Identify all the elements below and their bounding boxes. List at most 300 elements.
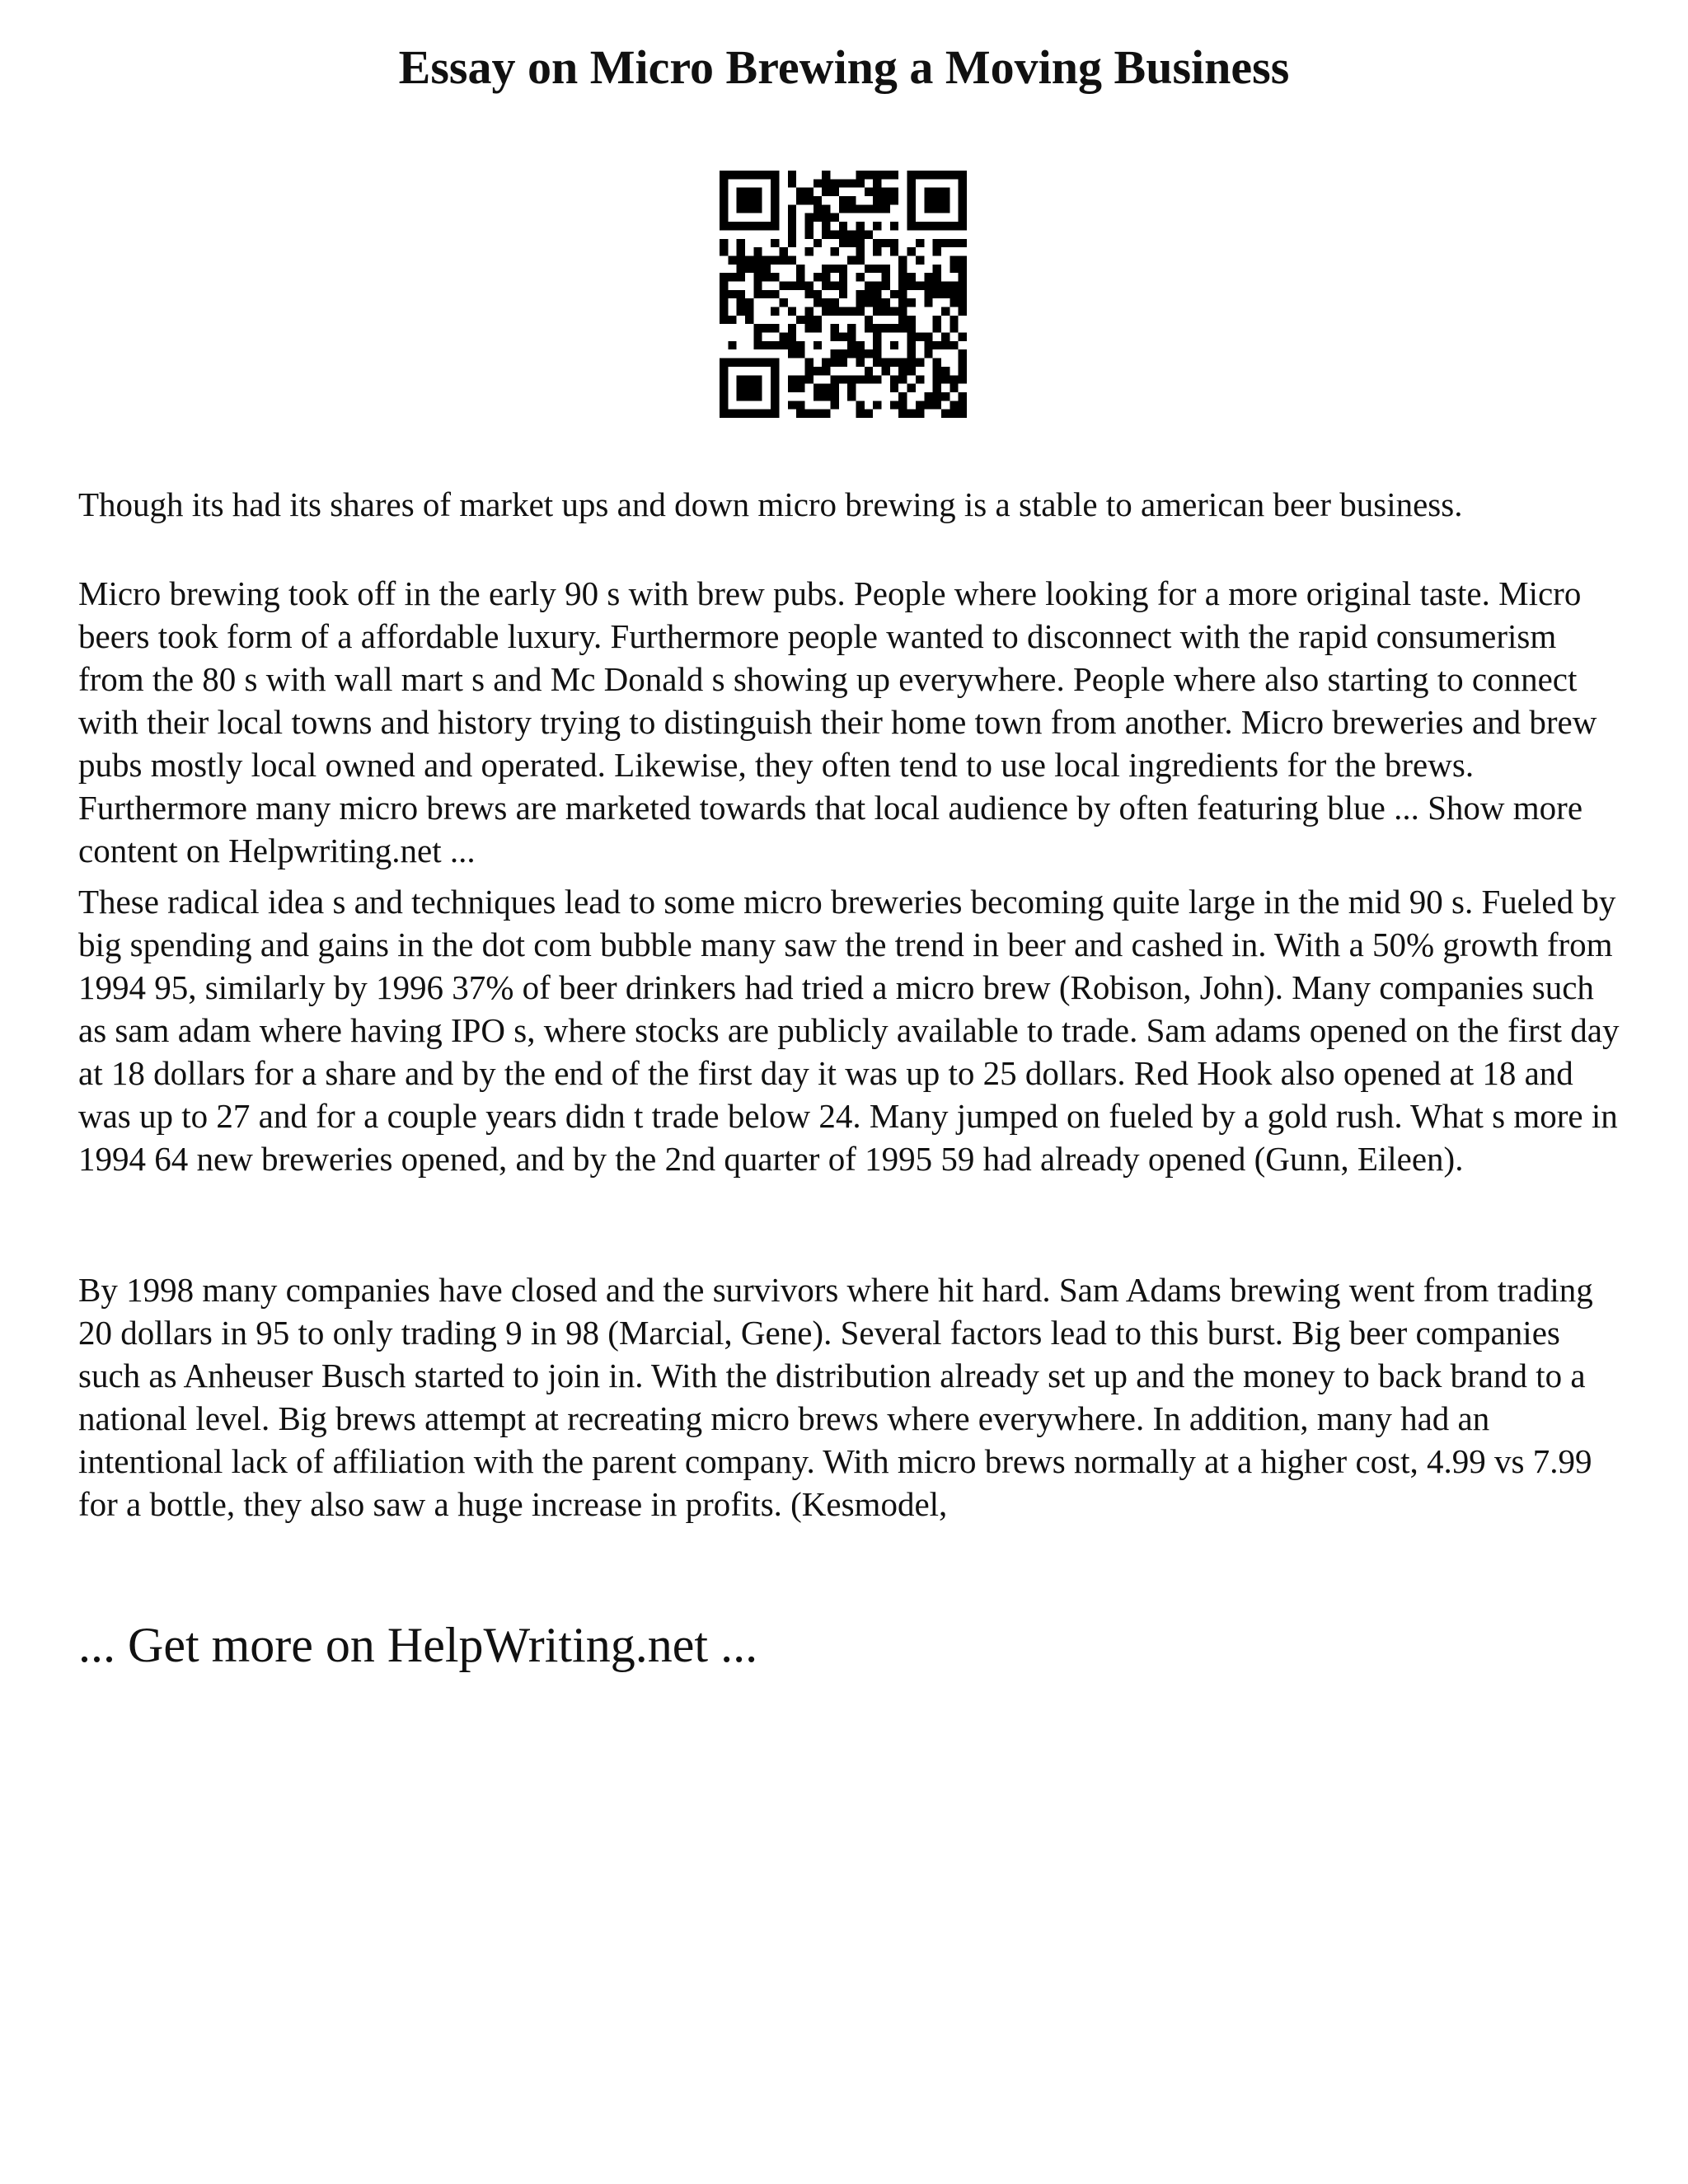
- qr-module: [753, 265, 762, 273]
- qr-module: [788, 179, 796, 187]
- qr-module: [847, 204, 856, 213]
- qr-module: [720, 196, 728, 204]
- qr-module: [788, 222, 796, 230]
- qr-module: [924, 204, 932, 213]
- qr-module: [890, 290, 898, 298]
- qr-module: [720, 410, 728, 418]
- qr-module: [959, 188, 967, 196]
- qr-module: [941, 188, 950, 196]
- qr-module: [907, 410, 916, 418]
- qr-module: [856, 230, 865, 238]
- qr-module: [720, 213, 728, 222]
- qr-module: [950, 171, 958, 179]
- qr-module: [839, 333, 847, 341]
- qr-module: [959, 273, 967, 281]
- qr-module: [882, 265, 890, 273]
- qr-module: [959, 171, 967, 179]
- qr-module: [941, 222, 950, 230]
- qr-module: [959, 239, 967, 247]
- qr-module: [720, 359, 728, 367]
- qr-module: [745, 171, 753, 179]
- qr-module: [796, 384, 804, 392]
- qr-module: [830, 265, 838, 273]
- qr-module: [762, 324, 771, 332]
- qr-module: [959, 392, 967, 401]
- qr-module: [839, 179, 847, 187]
- qr-module: [924, 341, 932, 349]
- qr-module: [882, 359, 890, 367]
- qr-module: [822, 298, 830, 307]
- qr-module: [753, 410, 762, 418]
- qr-module: [753, 359, 762, 367]
- qr-module: [898, 316, 907, 324]
- qr-module: [933, 290, 941, 298]
- qr-module: [882, 171, 890, 179]
- qr-module: [856, 247, 865, 255]
- qr-module: [916, 281, 924, 289]
- qr-module: [847, 375, 856, 383]
- qr-module: [933, 196, 941, 204]
- qr-module: [950, 324, 958, 332]
- qr-module: [814, 273, 822, 281]
- qr-module: [753, 255, 762, 264]
- qr-module: [882, 188, 890, 196]
- qr-module: [830, 324, 838, 332]
- qr-module: [941, 375, 950, 383]
- qr-module: [924, 392, 932, 401]
- qr-module: [907, 188, 916, 196]
- qr-module: [959, 290, 967, 298]
- qr-module: [950, 401, 958, 409]
- qr-module: [830, 188, 838, 196]
- qr-module: [873, 247, 881, 255]
- paragraph-intro: Though its had its shares of market ups and down micro brewing is a stable to american beer business.: [78, 485, 1463, 523]
- qr-module: [814, 196, 822, 204]
- qr-module: [898, 265, 907, 273]
- qr-module: [720, 222, 728, 230]
- qr-module: [737, 290, 745, 298]
- qr-module: [788, 307, 796, 316]
- qr-module: [737, 222, 745, 230]
- qr-module: [933, 188, 941, 196]
- qr-module: [941, 341, 950, 349]
- qr-module: [771, 367, 779, 375]
- qr-module: [873, 333, 881, 341]
- qr-module: [804, 359, 813, 367]
- qr-module: [804, 213, 813, 222]
- qr-module: [865, 281, 873, 289]
- qr-module: [898, 367, 907, 375]
- qr-module: [933, 265, 941, 273]
- qr-module: [941, 307, 950, 316]
- qr-module: [728, 316, 736, 324]
- qr-module: [950, 375, 958, 383]
- qr-module: [745, 384, 753, 392]
- qr-module: [830, 179, 838, 187]
- qr-module: [762, 410, 771, 418]
- qr-module: [873, 298, 881, 307]
- qr-module: [788, 384, 796, 392]
- qr-module: [950, 298, 958, 307]
- qr-module: [814, 239, 822, 247]
- qr-module: [737, 384, 745, 392]
- qr-module: [779, 333, 787, 341]
- qr-module: [788, 239, 796, 247]
- qr-module: [814, 213, 822, 222]
- qr-module: [728, 222, 736, 230]
- qr-module: [898, 307, 907, 316]
- qr-module: [865, 230, 873, 238]
- qr-module: [771, 375, 779, 383]
- qr-module: [924, 290, 932, 298]
- qr-module: [873, 239, 881, 247]
- qr-module: [720, 281, 728, 289]
- qr-module: [728, 410, 736, 418]
- qr-module: [753, 375, 762, 383]
- qr-module: [916, 255, 924, 264]
- qr-module: [865, 316, 873, 324]
- qr-module: [737, 265, 745, 273]
- qr-module: [796, 341, 804, 349]
- qr-module: [728, 359, 736, 367]
- qr-module: [745, 298, 753, 307]
- qr-module: [924, 188, 932, 196]
- qr-module: [950, 222, 958, 230]
- qr-module: [959, 196, 967, 204]
- qr-module: [873, 171, 881, 179]
- qr-module: [814, 324, 822, 332]
- qr-module: [745, 392, 753, 401]
- qr-module: [745, 188, 753, 196]
- qr-module: [762, 255, 771, 264]
- qr-module: [959, 367, 967, 375]
- qr-module: [898, 255, 907, 264]
- qr-module: [720, 367, 728, 375]
- qr-module: [856, 222, 865, 230]
- qr-module: [933, 171, 941, 179]
- qr-module: [804, 367, 813, 375]
- qr-module: [753, 188, 762, 196]
- qr-module: [830, 401, 838, 409]
- qr-module: [796, 410, 804, 418]
- qr-module: [890, 359, 898, 367]
- qr-module: [916, 401, 924, 409]
- qr-module: [762, 273, 771, 281]
- qr-module: [882, 196, 890, 204]
- qr-module: [839, 230, 847, 238]
- qr-module: [762, 222, 771, 230]
- qr-module: [882, 273, 890, 281]
- qr-module: [890, 375, 898, 383]
- qr-module: [822, 230, 830, 238]
- qr-module: [720, 375, 728, 383]
- qr-module: [720, 384, 728, 392]
- qr-module: [865, 298, 873, 307]
- qr-module: [814, 316, 822, 324]
- qr-module: [898, 324, 907, 332]
- qr-module: [771, 290, 779, 298]
- qr-module: [737, 239, 745, 247]
- qr-module: [890, 341, 898, 349]
- qr-module: [959, 333, 967, 341]
- qr-module: [933, 392, 941, 401]
- qr-module: [856, 239, 865, 247]
- qr-module: [830, 349, 838, 358]
- qr-module: [865, 375, 873, 383]
- qr-module: [830, 213, 838, 222]
- qr-module: [890, 384, 898, 392]
- qr-module: [745, 265, 753, 273]
- qr-module: [950, 410, 958, 418]
- qr-module: [830, 392, 838, 401]
- qr-module: [720, 273, 728, 281]
- qr-module: [907, 341, 916, 349]
- qr-module: [847, 239, 856, 247]
- qr-module: [898, 392, 907, 401]
- qr-module: [720, 179, 728, 187]
- qr-module: [856, 401, 865, 409]
- qr-module: [804, 410, 813, 418]
- qr-module: [788, 255, 796, 264]
- qr-module: [847, 333, 856, 341]
- qr-module: [839, 196, 847, 204]
- qr-module: [788, 401, 796, 409]
- qr-module: [856, 179, 865, 187]
- qr-module: [814, 298, 822, 307]
- qr-module: [728, 341, 736, 349]
- qr-module: [959, 298, 967, 307]
- qr-module: [814, 392, 822, 401]
- qr-module: [745, 204, 753, 213]
- qr-module: [916, 410, 924, 418]
- qr-module: [865, 410, 873, 418]
- qr-module: [959, 307, 967, 316]
- qr-module: [771, 213, 779, 222]
- qr-module: [830, 375, 838, 383]
- qr-module: [865, 265, 873, 273]
- qr-module: [745, 359, 753, 367]
- qr-module: [907, 349, 916, 358]
- qr-module: [753, 333, 762, 341]
- qr-module: [950, 290, 958, 298]
- qr-module: [873, 204, 881, 213]
- qr-module: [907, 213, 916, 222]
- qr-module: [753, 281, 762, 289]
- qr-module: [796, 316, 804, 324]
- qr-module: [720, 239, 728, 247]
- qr-module: [873, 222, 881, 230]
- qr-module: [822, 392, 830, 401]
- qr-module: [753, 171, 762, 179]
- qr-module: [959, 179, 967, 187]
- qr-module: [933, 384, 941, 392]
- qr-module: [924, 222, 932, 230]
- qr-module: [933, 401, 941, 409]
- get-more-link[interactable]: ... Get more on HelpWriting.net ...: [78, 1618, 758, 1672]
- qr-module: [847, 230, 856, 238]
- qr-module: [941, 204, 950, 213]
- qr-module: [873, 324, 881, 332]
- qr-module: [779, 255, 787, 264]
- qr-module: [822, 188, 830, 196]
- qr-module: [771, 171, 779, 179]
- qr-module: [753, 341, 762, 349]
- qr-module: [737, 410, 745, 418]
- qr-module: [830, 333, 838, 341]
- qr-module: [907, 324, 916, 332]
- qr-module: [737, 298, 745, 307]
- qr-module: [745, 196, 753, 204]
- qr-module: [933, 359, 941, 367]
- qr-module: [839, 273, 847, 281]
- qr-module: [788, 230, 796, 238]
- qr-module: [814, 367, 822, 375]
- qr-module: [873, 401, 881, 409]
- qr-module: [728, 290, 736, 298]
- qr-module: [830, 384, 838, 392]
- qr-module: [771, 255, 779, 264]
- qr-module: [762, 290, 771, 298]
- qr-module: [822, 213, 830, 222]
- qr-module: [796, 196, 804, 204]
- qr-module: [788, 324, 796, 332]
- qr-module: [720, 392, 728, 401]
- qr-module: [779, 341, 787, 349]
- qr-module: [822, 359, 830, 367]
- qr-module: [933, 341, 941, 349]
- qr-module: [856, 410, 865, 418]
- qr-module: [959, 204, 967, 213]
- qr-module: [890, 401, 898, 409]
- qr-module: [941, 333, 950, 341]
- qr-module: [924, 333, 932, 341]
- qr-module: [796, 281, 804, 289]
- qr-module: [788, 375, 796, 383]
- qr-module: [822, 179, 830, 187]
- qr-module: [720, 247, 728, 255]
- qr-module: [950, 316, 958, 324]
- qr-module: [771, 392, 779, 401]
- qr-module: [745, 307, 753, 316]
- qr-module: [959, 410, 967, 418]
- qr-module: [839, 222, 847, 230]
- qr-module: [865, 324, 873, 332]
- qr-module: [796, 265, 804, 273]
- qr-module: [830, 298, 838, 307]
- qr-module: [753, 384, 762, 392]
- qr-module: [950, 384, 958, 392]
- qr-module: [916, 375, 924, 383]
- qr-module: [890, 239, 898, 247]
- qr-module: [933, 375, 941, 383]
- qr-module: [941, 196, 950, 204]
- qr-module: [839, 307, 847, 316]
- qr-module: [959, 349, 967, 358]
- qr-module: [771, 222, 779, 230]
- qr-module: [856, 307, 865, 316]
- qr-module: [771, 341, 779, 349]
- qr-module: [941, 392, 950, 401]
- qr-code-icon[interactable]: [720, 171, 967, 418]
- qr-module: [771, 324, 779, 332]
- qr-module: [907, 273, 916, 281]
- qr-module: [907, 333, 916, 341]
- qr-module: [924, 273, 932, 281]
- qr-module: [830, 281, 838, 289]
- qr-module: [950, 239, 958, 247]
- qr-module: [822, 222, 830, 230]
- qr-module: [924, 349, 932, 358]
- qr-module: [771, 273, 779, 281]
- qr-module: [720, 188, 728, 196]
- qr-module: [882, 281, 890, 289]
- qr-module: [728, 273, 736, 281]
- qr-module: [907, 367, 916, 375]
- qr-module: [873, 375, 881, 383]
- qr-module: [796, 349, 804, 358]
- qr-module: [933, 204, 941, 213]
- qr-module: [882, 298, 890, 307]
- qr-module: [737, 247, 745, 255]
- qr-module: [753, 222, 762, 230]
- qr-module: [933, 222, 941, 230]
- qr-module: [720, 307, 728, 316]
- qr-module: [873, 307, 881, 316]
- qr-module: [822, 410, 830, 418]
- qr-module: [745, 255, 753, 264]
- qr-module: [847, 255, 856, 264]
- qr-module: [959, 375, 967, 383]
- qr-module: [737, 204, 745, 213]
- qr-module: [788, 213, 796, 222]
- qr-module: [873, 281, 881, 289]
- qr-module: [762, 265, 771, 273]
- qr-module: [933, 273, 941, 281]
- qr-module: [847, 341, 856, 349]
- qr-module: [865, 204, 873, 213]
- qr-module: [890, 222, 898, 230]
- qr-module: [822, 171, 830, 179]
- qr-module: [771, 196, 779, 204]
- qr-module: [890, 324, 898, 332]
- qr-module: [873, 349, 881, 358]
- qr-module: [933, 239, 941, 247]
- qr-module: [830, 359, 838, 367]
- qr-module: [822, 367, 830, 375]
- qr-module: [814, 410, 822, 418]
- qr-module: [814, 204, 822, 213]
- qr-module: [771, 179, 779, 187]
- qr-module: [762, 171, 771, 179]
- qr-module: [873, 290, 881, 298]
- qr-module: [788, 281, 796, 289]
- qr-module: [950, 265, 958, 273]
- qr-module: [933, 247, 941, 255]
- qr-module: [839, 265, 847, 273]
- qr-module: [865, 290, 873, 298]
- qr-module: [788, 349, 796, 358]
- qr-module: [865, 171, 873, 179]
- qr-module: [916, 333, 924, 341]
- qr-module: [737, 196, 745, 204]
- qr-module: [788, 333, 796, 341]
- qr-module: [745, 375, 753, 383]
- qr-module: [753, 290, 762, 298]
- qr-module: [924, 281, 932, 289]
- qr-module: [839, 359, 847, 367]
- qr-module: [856, 375, 865, 383]
- qr-module: [890, 171, 898, 179]
